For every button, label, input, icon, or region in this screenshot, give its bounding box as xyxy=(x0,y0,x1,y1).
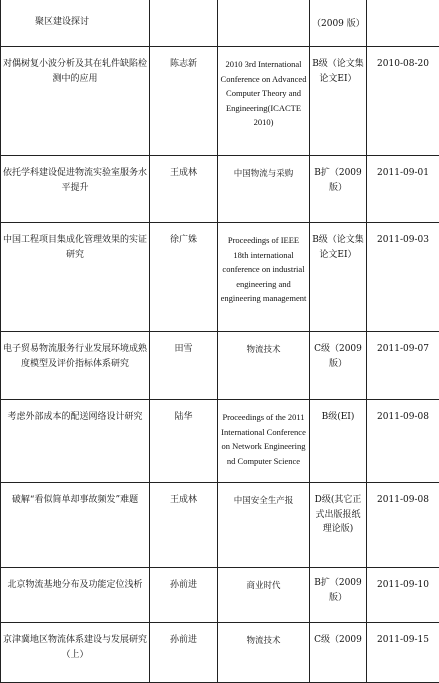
venue: 2010 3rd International Conference on Advanced Computer Theory and Engineering(ICACTE 2010) xyxy=(218,47,310,156)
author xyxy=(150,0,218,47)
author: 王成林 xyxy=(150,483,218,568)
grade: B级（论文集论文EI） xyxy=(310,47,367,156)
author: 陈志新 xyxy=(150,47,218,156)
grade: B级(EI) xyxy=(310,400,367,483)
venue: 中国安全生产报 xyxy=(218,483,310,568)
table-row xyxy=(1,400,439,483)
venue xyxy=(218,0,310,47)
table-row xyxy=(1,156,439,223)
date: 2011-09-08 xyxy=(367,483,439,568)
paper-title: 聚区建设探讨 xyxy=(1,0,150,47)
date xyxy=(367,0,439,47)
table-row xyxy=(1,223,439,332)
grade: （2009 版） xyxy=(310,0,367,47)
grade: B级（论文集论文EI） xyxy=(310,223,367,332)
grade: D级(其它正式出版报纸理论版) xyxy=(310,483,367,568)
table-row xyxy=(1,568,439,623)
paper-title: 中国工程项目集成化管理效果的实证研究 xyxy=(1,223,150,332)
paper-title: 破解“看似简单却事故频发”难题 xyxy=(1,483,150,568)
date: 2011-09-10 xyxy=(367,568,439,623)
date: 2010-08-20 xyxy=(367,47,439,156)
paper-title: 电子贸易物流服务行业发展环境成熟度模型及评价指标体系研究 xyxy=(1,332,150,400)
table-row xyxy=(1,332,439,400)
table-row xyxy=(1,623,439,683)
grade: B扩（2009版） xyxy=(310,568,367,623)
author: 陆华 xyxy=(150,400,218,483)
date: 2011-09-08 xyxy=(367,400,439,483)
date: 2011-09-01 xyxy=(367,156,439,223)
grade: B扩（2009版） xyxy=(310,156,367,223)
paper-title: 对偶树复小波分析及其在轧件缺陷检测中的应用 xyxy=(1,47,150,156)
grade: C级（2009 xyxy=(310,623,367,683)
table-row xyxy=(1,47,439,156)
venue: Proceedings of IEEE 18th international conference on industrial engineering and engineering management xyxy=(218,223,310,332)
author: 王成林 xyxy=(150,156,218,223)
venue: Proceedings of the 2011 International Conference on Network Engineering nd Computer Science xyxy=(218,400,310,483)
venue: 商业时代 xyxy=(218,568,310,623)
author: 徐广姝 xyxy=(150,223,218,332)
grade: C级（2009版） xyxy=(310,332,367,400)
venue: 物流技术 xyxy=(218,332,310,400)
table-row xyxy=(1,483,439,568)
paper-title: 依托学科建设促进物流实验室服务水平提升 xyxy=(1,156,150,223)
paper-title: 北京物流基地分布及功能定位浅析 xyxy=(1,568,150,623)
venue: 中国物流与采购 xyxy=(218,156,310,223)
date: 2011-09-03 xyxy=(367,223,439,332)
paper-title: 京津冀地区物流体系建设与发展研究（上） xyxy=(1,623,150,683)
date: 2011-09-07 xyxy=(367,332,439,400)
author: 田雪 xyxy=(150,332,218,400)
author: 孙前进 xyxy=(150,568,218,623)
date: 2011-09-15 xyxy=(367,623,439,683)
author: 孙前进 xyxy=(150,623,218,683)
paper-title: 考虑外部成本的配送网络设计研究 xyxy=(1,400,150,483)
table-row xyxy=(1,0,439,47)
venue: 物流技术 xyxy=(218,623,310,683)
